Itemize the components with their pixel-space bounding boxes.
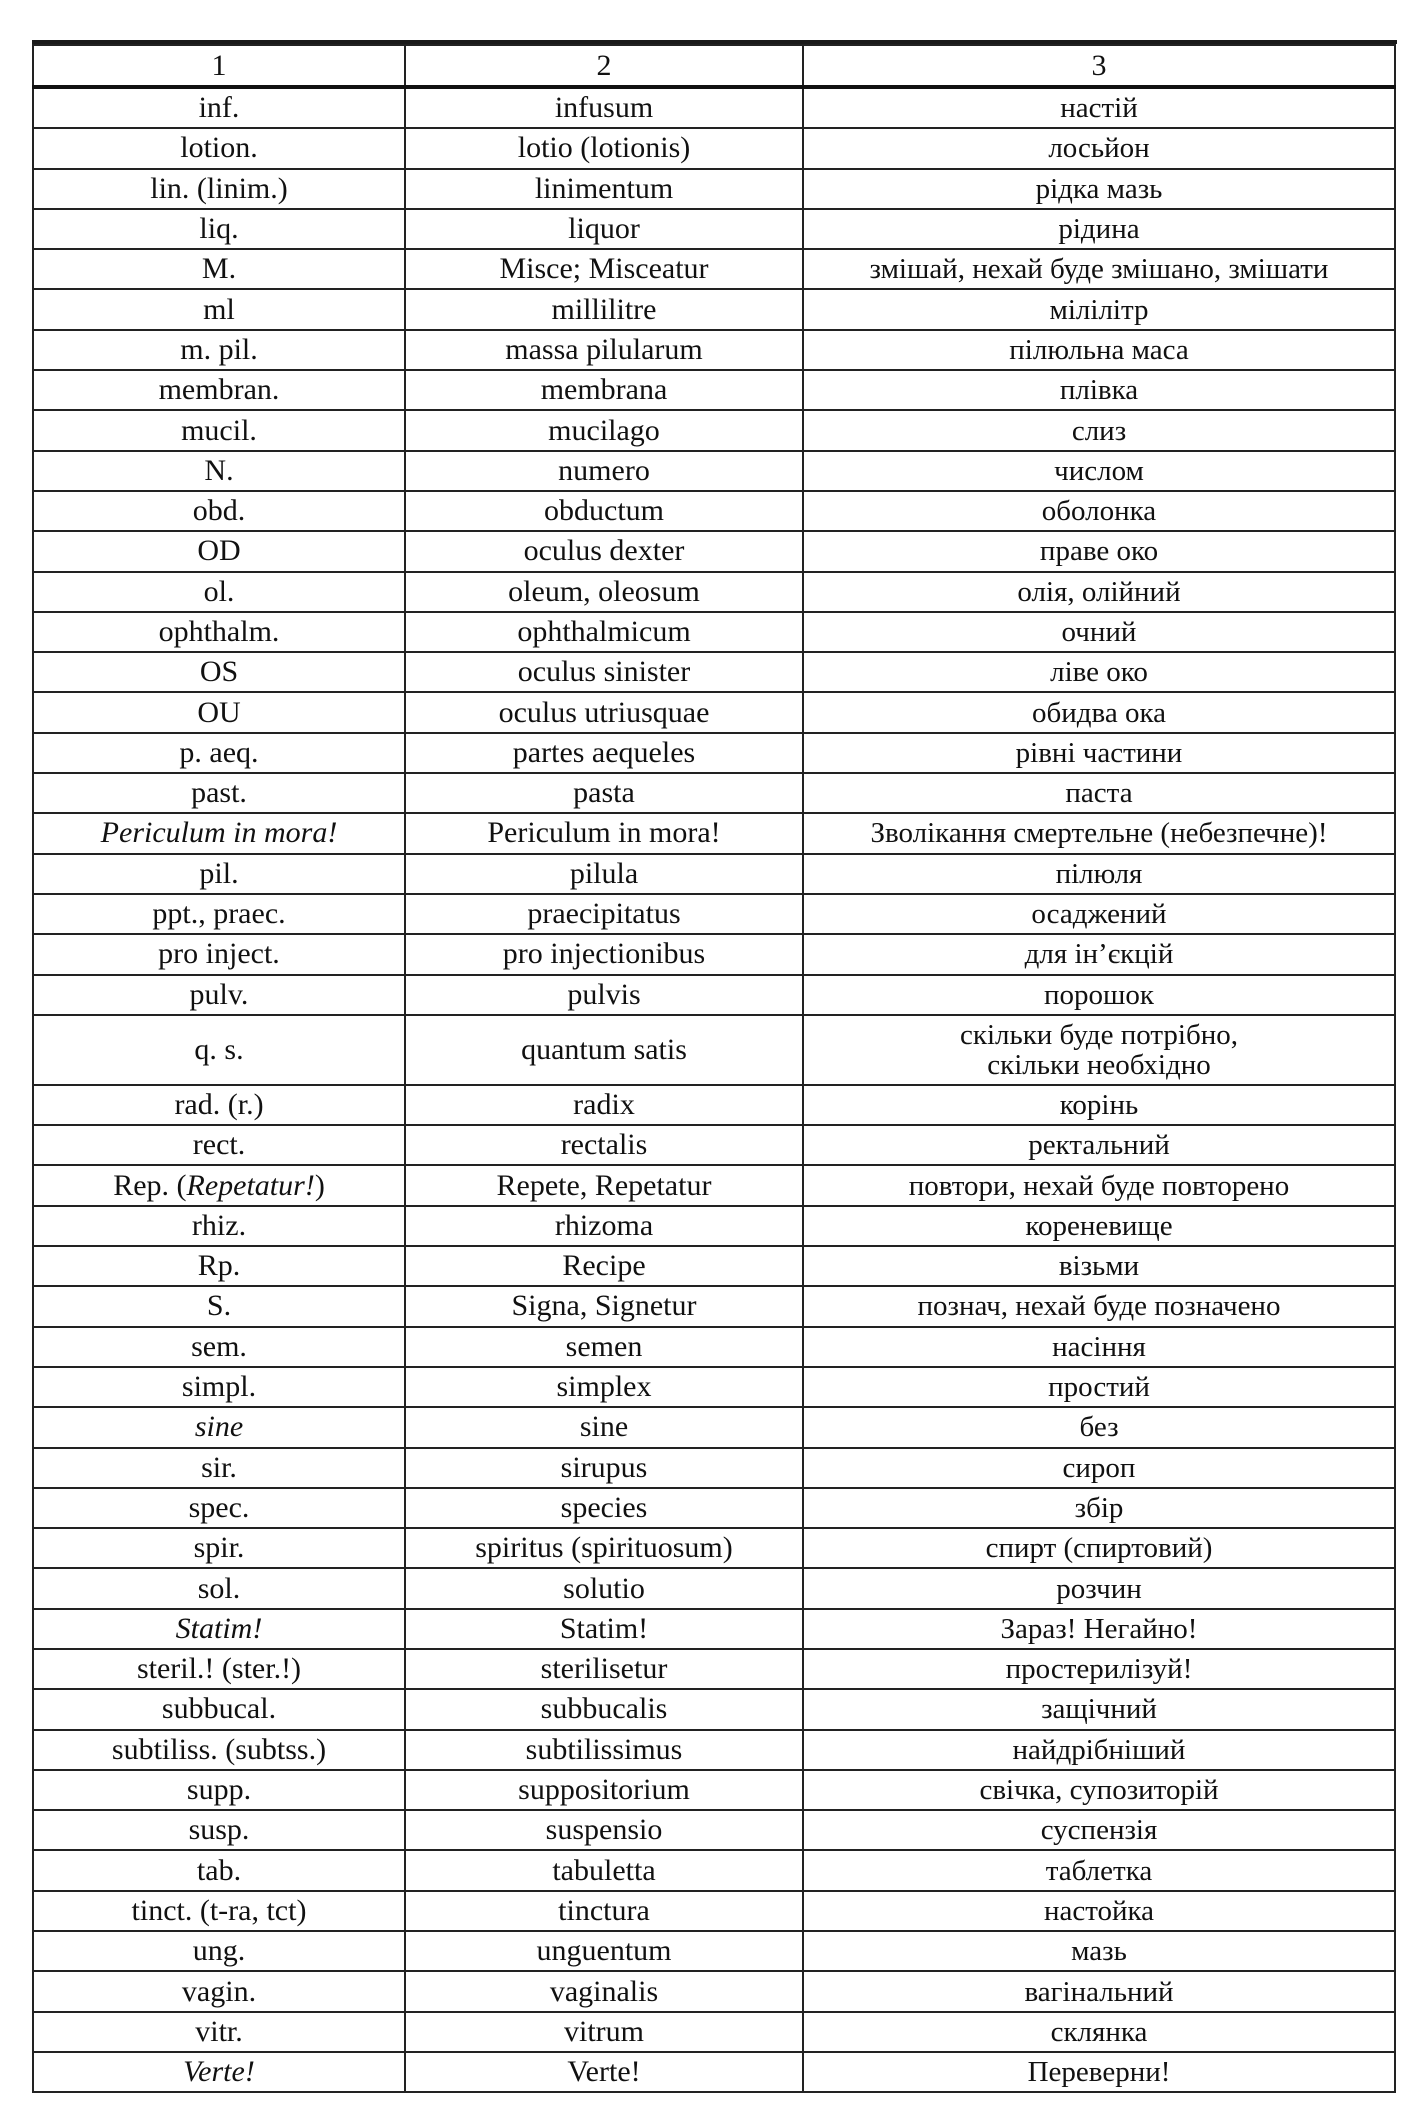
abbreviation-cell: past.	[33, 773, 405, 813]
abbreviation-cell: obd.	[33, 491, 405, 531]
ukrainian-translation-cell: простий	[803, 1367, 1395, 1407]
table-row	[33, 612, 1395, 652]
table-row	[33, 410, 1395, 450]
abbreviation-cell: m. pil.	[33, 330, 405, 370]
latin-term-cell: Statim!	[405, 1609, 803, 1649]
ukrainian-translation-cell: лосьйон	[803, 128, 1395, 168]
table-row	[33, 169, 1395, 209]
latin-term-cell: liquor	[405, 209, 803, 249]
latin-term-cell: tinctura	[405, 1891, 803, 1931]
abbreviation-cell: Rp.	[33, 1246, 405, 1286]
latin-term-cell: oleum, oleosum	[405, 572, 803, 612]
table-row	[33, 1971, 1395, 2011]
latin-term-cell: suspensio	[405, 1810, 803, 1850]
abbreviation-cell: simpl.	[33, 1367, 405, 1407]
ukrainian-translation-cell: склянка	[803, 2012, 1395, 2052]
ukrainian-translation-cell: плівка	[803, 370, 1395, 410]
ukrainian-translation-cell: осаджений	[803, 894, 1395, 934]
table-row	[33, 1528, 1395, 1568]
latin-term-cell: unguentum	[405, 1931, 803, 1971]
table-row	[33, 531, 1395, 571]
abbreviation-cell: Periculum in mora!	[33, 813, 405, 853]
abbreviation-cell: supp.	[33, 1770, 405, 1810]
ukrainian-translation-cell: очний	[803, 612, 1395, 652]
table-row	[33, 451, 1395, 491]
latin-term-cell: pilula	[405, 854, 803, 894]
latin-term-cell: spiritus (spirituosum)	[405, 1528, 803, 1568]
latin-term-cell: simplex	[405, 1367, 803, 1407]
abbreviation-text-tail: )	[314, 1168, 325, 1202]
abbreviation-cell: sine	[33, 1407, 405, 1447]
abbreviation-cell: Statim!	[33, 1609, 405, 1649]
table-row	[33, 1206, 1395, 1246]
ukrainian-translation-cell: защічний	[803, 1689, 1395, 1729]
table-row	[33, 1286, 1395, 1326]
latin-term-cell: oculus utriusquae	[405, 692, 803, 732]
table-row	[33, 1689, 1395, 1729]
ukrainian-translation-cell: праве око	[803, 531, 1395, 571]
latin-term-cell: ophthalmicum	[405, 612, 803, 652]
table-body	[33, 87, 1395, 2092]
abbreviation-cell: lin. (linim.)	[33, 169, 405, 209]
latin-term-cell: quantum satis	[405, 1015, 803, 1085]
latin-term-cell: rectalis	[405, 1125, 803, 1165]
abbreviation-cell: rect.	[33, 1125, 405, 1165]
table-row	[33, 1085, 1395, 1125]
ukrainian-translation-cell: оболонка	[803, 491, 1395, 531]
abbreviation-cell: susp.	[33, 1810, 405, 1850]
latin-term-cell: linimentum	[405, 169, 803, 209]
table-row	[33, 692, 1395, 732]
ukrainian-translation-cell: без	[803, 1407, 1395, 1447]
table-row	[33, 572, 1395, 612]
ukrainian-translation-cell: паста	[803, 773, 1395, 813]
abbreviation-cell: vitr.	[33, 2012, 405, 2052]
abbreviation-cell: pil.	[33, 854, 405, 894]
table-row	[33, 2052, 1395, 2092]
table-row	[33, 128, 1395, 168]
ukrainian-translation-cell: суспензія	[803, 1810, 1395, 1850]
latin-term-cell: oculus dexter	[405, 531, 803, 571]
ukrainian-translation-cell: візьми	[803, 1246, 1395, 1286]
table-row	[33, 934, 1395, 974]
table-row	[33, 652, 1395, 692]
ukrainian-translation-cell: для ін’єкцій	[803, 934, 1395, 974]
ukrainian-translation-cell: пілюльна маса	[803, 330, 1395, 370]
abbreviation-cell: sir.	[33, 1448, 405, 1488]
latin-term-cell: infusum	[405, 87, 803, 128]
abbreviation-cell: q. s.	[33, 1015, 405, 1085]
ukrainian-translation-cell: рівні частини	[803, 733, 1395, 773]
ukrainian-translation-cell: насіння	[803, 1327, 1395, 1367]
ukrainian-translation-cell: Зволікання смертельне (небезпечне)!	[803, 813, 1395, 853]
abbreviation-cell: lotion.	[33, 128, 405, 168]
ukrainian-translation-cell: кореневище	[803, 1206, 1395, 1246]
latin-term-cell: pro injectionibus	[405, 934, 803, 974]
abbreviation-cell: ppt., praec.	[33, 894, 405, 934]
abbreviation-cell: Verte!	[33, 2052, 405, 2092]
ukrainian-translation-cell: ректальний	[803, 1125, 1395, 1165]
latin-term-cell: Recipe	[405, 1246, 803, 1286]
ukrainian-translation-cell: настойка	[803, 1891, 1395, 1931]
latin-term-cell: subtilissimus	[405, 1730, 803, 1770]
column-header-1: 1	[33, 45, 405, 87]
ukrainian-translation-cell: обидва ока	[803, 692, 1395, 732]
column-header-2: 2	[405, 45, 803, 87]
table-row	[33, 1327, 1395, 1367]
ukrainian-translation-cell: мазь	[803, 1931, 1395, 1971]
abbreviation-cell: spec.	[33, 1488, 405, 1528]
abbreviation-cell: OS	[33, 652, 405, 692]
table-row	[33, 1810, 1395, 1850]
ukrainian-translation-cell: корінь	[803, 1085, 1395, 1125]
abbreviation-cell: inf.	[33, 87, 405, 128]
abbreviation-cell: ml	[33, 289, 405, 329]
table-row	[33, 975, 1395, 1015]
abbreviation-cell: N.	[33, 451, 405, 491]
abbreviation-cell: ophthalm.	[33, 612, 405, 652]
latin-term-cell: oculus sinister	[405, 652, 803, 692]
table-row	[33, 894, 1395, 934]
latin-term-cell: radix	[405, 1085, 803, 1125]
latin-term-cell: Periculum in mora!	[405, 813, 803, 853]
ukrainian-translation-cell: ліве око	[803, 652, 1395, 692]
ukrainian-translation-cell: сироп	[803, 1448, 1395, 1488]
latin-term-cell: subbucalis	[405, 1689, 803, 1729]
table-row	[33, 1488, 1395, 1528]
abbreviation-cell: OU	[33, 692, 405, 732]
table-row	[33, 854, 1395, 894]
abbreviation-cell: pulv.	[33, 975, 405, 1015]
latin-term-cell: vitrum	[405, 2012, 803, 2052]
abbreviation-cell: mucil.	[33, 410, 405, 450]
ukrainian-translation-cell: Переверни!	[803, 2052, 1395, 2092]
abbreviation-cell: OD	[33, 531, 405, 571]
abbreviation-cell: subbucal.	[33, 1689, 405, 1729]
latin-term-cell: obductum	[405, 491, 803, 531]
table-row	[33, 1015, 1395, 1085]
latin-term-cell: partes aequeles	[405, 733, 803, 773]
abbreviation-cell	[33, 1165, 405, 1205]
abbreviation-cell: steril.! (ster.!)	[33, 1649, 405, 1689]
abbreviation-text-plain: Rep. (	[113, 1168, 187, 1202]
ukrainian-translation-cell: рідина	[803, 209, 1395, 249]
latin-term-cell: pasta	[405, 773, 803, 813]
latin-term-cell: mucilago	[405, 410, 803, 450]
latin-term-cell: Misce; Misceatur	[405, 249, 803, 289]
latin-term-cell: rhizoma	[405, 1206, 803, 1246]
header-row	[33, 45, 1395, 87]
latin-term-cell: massa pilularum	[405, 330, 803, 370]
latin-term-cell: species	[405, 1488, 803, 1528]
abbreviation-cell: S.	[33, 1286, 405, 1326]
abbreviation-cell: tinct. (t-ra, tct)	[33, 1891, 405, 1931]
ukrainian-translation-cell: познач, нехай буде позначено	[803, 1286, 1395, 1326]
abbreviation-text-italic: Repetatur!	[186, 1168, 315, 1202]
table-row	[33, 1931, 1395, 1971]
latin-term-cell: praecipitatus	[405, 894, 803, 934]
ukrainian-translation-cell: розчин	[803, 1568, 1395, 1608]
table-row	[33, 1125, 1395, 1165]
ukrainian-translation-cell: збір	[803, 1488, 1395, 1528]
table-row	[33, 1367, 1395, 1407]
ukrainian-translation-cell: рідка мазь	[803, 169, 1395, 209]
ukrainian-translation-cell: скільки буде потрібно, скільки необхідно	[803, 1015, 1395, 1085]
abbreviation-cell: p. aeq.	[33, 733, 405, 773]
abbreviation-cell: tab.	[33, 1850, 405, 1890]
table-row	[33, 1448, 1395, 1488]
abbreviation-cell: M.	[33, 249, 405, 289]
table-row	[33, 733, 1395, 773]
ukrainian-translation-cell: порошок	[803, 975, 1395, 1015]
ukrainian-translation-cell: пілюля	[803, 854, 1395, 894]
latin-term-cell: solutio	[405, 1568, 803, 1608]
latin-term-cell: vaginalis	[405, 1971, 803, 2011]
ukrainian-translation-cell: повтори, нехай буде повторено	[803, 1165, 1395, 1205]
table-header	[33, 45, 1395, 87]
table-row	[33, 87, 1395, 128]
abbreviation-cell: sol.	[33, 1568, 405, 1608]
ukrainian-translation-cell: спирт (спиртовий)	[803, 1528, 1395, 1568]
abbreviation-cell: spir.	[33, 1528, 405, 1568]
abbreviation-cell: ol.	[33, 572, 405, 612]
ukrainian-translation-cell: свічка, супозиторій	[803, 1770, 1395, 1810]
latin-term-cell: Repete, Repetatur	[405, 1165, 803, 1205]
table-row	[33, 2012, 1395, 2052]
latin-term-cell: lotio (lotionis)	[405, 128, 803, 168]
table-row	[33, 1609, 1395, 1649]
ukrainian-translation-cell: мілілітр	[803, 289, 1395, 329]
latin-term-cell: suppositorium	[405, 1770, 803, 1810]
table-row	[33, 1730, 1395, 1770]
latin-term-cell: Signa, Signetur	[405, 1286, 803, 1326]
table-row	[33, 773, 1395, 813]
ukrainian-translation-cell: Зараз! Негайно!	[803, 1609, 1395, 1649]
latin-term-cell: millilitre	[405, 289, 803, 329]
latin-term-cell: sterilisetur	[405, 1649, 803, 1689]
table-row	[33, 813, 1395, 853]
table-row	[33, 289, 1395, 329]
ukrainian-translation-cell: найдрібніший	[803, 1730, 1395, 1770]
abbreviation-cell: liq.	[33, 209, 405, 249]
ukrainian-translation-cell: таблетка	[803, 1850, 1395, 1890]
latin-term-cell: sine	[405, 1407, 803, 1447]
table-row	[33, 249, 1395, 289]
abbreviation-cell: vagin.	[33, 1971, 405, 2011]
table-row	[33, 209, 1395, 249]
table-row	[33, 1246, 1395, 1286]
latin-term-cell: tabuletta	[405, 1850, 803, 1890]
abbreviation-cell: ung.	[33, 1931, 405, 1971]
ukrainian-translation-cell: слиз	[803, 410, 1395, 450]
table-row	[33, 491, 1395, 531]
table-row	[33, 1165, 1395, 1205]
latin-term-cell: sirupus	[405, 1448, 803, 1488]
latin-term-cell: numero	[405, 451, 803, 491]
abbreviation-cell: sem.	[33, 1327, 405, 1367]
table-row	[33, 1407, 1395, 1447]
table-row	[33, 1891, 1395, 1931]
column-header-3: 3	[803, 45, 1395, 87]
table-row	[33, 370, 1395, 410]
latin-term-cell: Verte!	[405, 2052, 803, 2092]
ukrainian-translation-cell: змішай, нехай буде змішано, змішати	[803, 249, 1395, 289]
abbreviation-cell: membran.	[33, 370, 405, 410]
abbreviations-table	[32, 44, 1396, 2093]
table-row	[33, 1568, 1395, 1608]
abbreviation-cell: subtiliss. (subtss.)	[33, 1730, 405, 1770]
table-row	[33, 1850, 1395, 1890]
table-row	[33, 330, 1395, 370]
abbreviation-cell: pro inject.	[33, 934, 405, 974]
ukrainian-translation-cell: олія, олійний	[803, 572, 1395, 612]
ukrainian-translation-cell: числом	[803, 451, 1395, 491]
abbreviation-cell: rhiz.	[33, 1206, 405, 1246]
latin-term-cell: semen	[405, 1327, 803, 1367]
ukrainian-translation-cell: настій	[803, 87, 1395, 128]
table-row	[33, 1649, 1395, 1689]
abbreviation-cell: rad. (r.)	[33, 1085, 405, 1125]
ukrainian-translation-cell: вагінальний	[803, 1971, 1395, 2011]
latin-term-cell: membrana	[405, 370, 803, 410]
latin-term-cell: pulvis	[405, 975, 803, 1015]
ukrainian-translation-cell: простерилізуй!	[803, 1649, 1395, 1689]
table-row	[33, 1770, 1395, 1810]
